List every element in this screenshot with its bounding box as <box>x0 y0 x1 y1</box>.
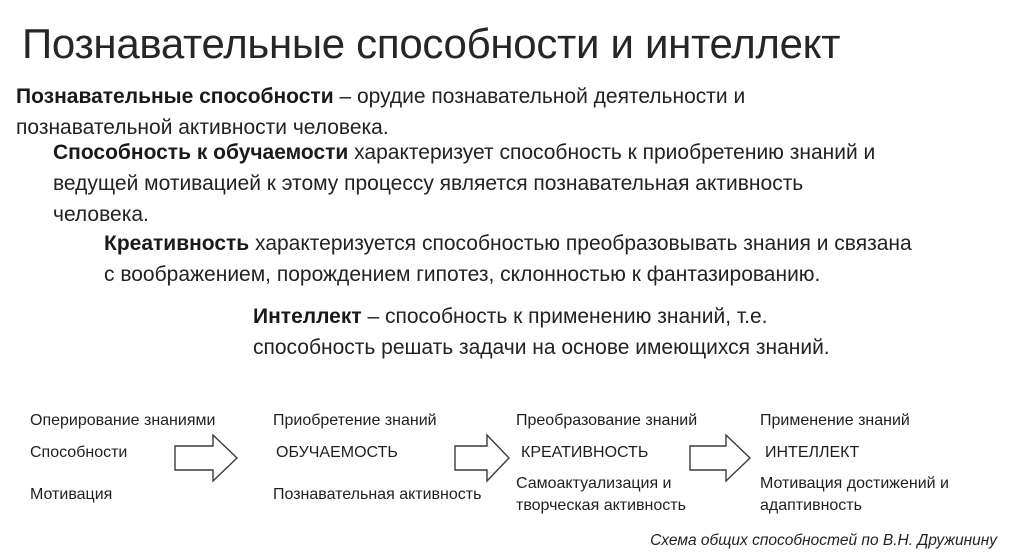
definition-intellect <box>253 301 830 363</box>
scheme-caption: Схема общих способностей по В.Н. Дружинину <box>650 532 997 549</box>
definition-line <box>53 137 875 168</box>
scheme-col2-learnability: ОБУЧАЕМОСТЬ <box>276 444 398 461</box>
definition-cognitive-abilities <box>16 81 745 143</box>
scheme-col3-self-actualization: Самоактуализация и <box>516 475 672 492</box>
definition-creativity <box>104 228 912 290</box>
arrow-right-icon <box>688 433 752 483</box>
definition-line <box>253 301 830 332</box>
scheme-col4-intellect: ИНТЕЛЛЕКТ <box>765 444 860 461</box>
definition-text: характеризует способность к приобретению знаний и <box>348 141 876 164</box>
definition-text: – орудие познавательной деятельности и <box>333 85 746 108</box>
term-creativity: Креативность <box>104 232 250 255</box>
page-title: Познавательные способности и интеллект <box>22 20 841 67</box>
definition-line: с воображением, порождением гипотез, склонностью к фантазированию. <box>104 263 821 286</box>
definition-learnability <box>53 137 875 230</box>
scheme-col4-adaptivity: адаптивность <box>760 497 862 514</box>
definition-text: – способность к применению знаний, т.е. <box>361 305 768 328</box>
definition-line <box>104 228 912 259</box>
term-intellect: Интеллект <box>253 305 362 328</box>
scheme-col3-creative-activity: творческая активность <box>516 497 686 514</box>
term-cognitive-abilities: Познавательные способности <box>16 85 334 108</box>
term-learnability: Способность к обучаемости <box>53 141 349 164</box>
definition-line: познавательной активности человека. <box>16 116 389 139</box>
definition-line: ведущей мотивацией к этому процессу является познавательная активность <box>53 172 804 195</box>
scheme-col1-motivation: Мотивация <box>30 486 113 503</box>
scheme-col4-header: Применение знаний <box>760 412 910 429</box>
scheme-col3-creativity: КРЕАТИВНОСТЬ <box>521 444 649 461</box>
scheme-col2-cognitive-activity: Познавательная активность <box>273 486 482 503</box>
scheme-col1-header: Оперирование знаниями <box>30 412 216 429</box>
arrow-right-icon <box>173 433 239 483</box>
scheme-col1-abilities: Способности <box>30 444 128 461</box>
scheme-col2-header: Приобретение знаний <box>273 412 437 429</box>
definition-text: характеризуется способностью преобразовывать знания и связана <box>249 232 912 255</box>
definition-line <box>16 81 745 112</box>
arrow-right-icon <box>453 433 511 483</box>
scheme-col3-header: Преобразование знаний <box>516 412 698 429</box>
definition-line: человека. <box>53 203 149 226</box>
definition-line: способность решать задачи на основе имеющихся знаний. <box>253 336 830 359</box>
scheme-col4-achievement-motivation: Мотивация достижений и <box>760 475 949 492</box>
